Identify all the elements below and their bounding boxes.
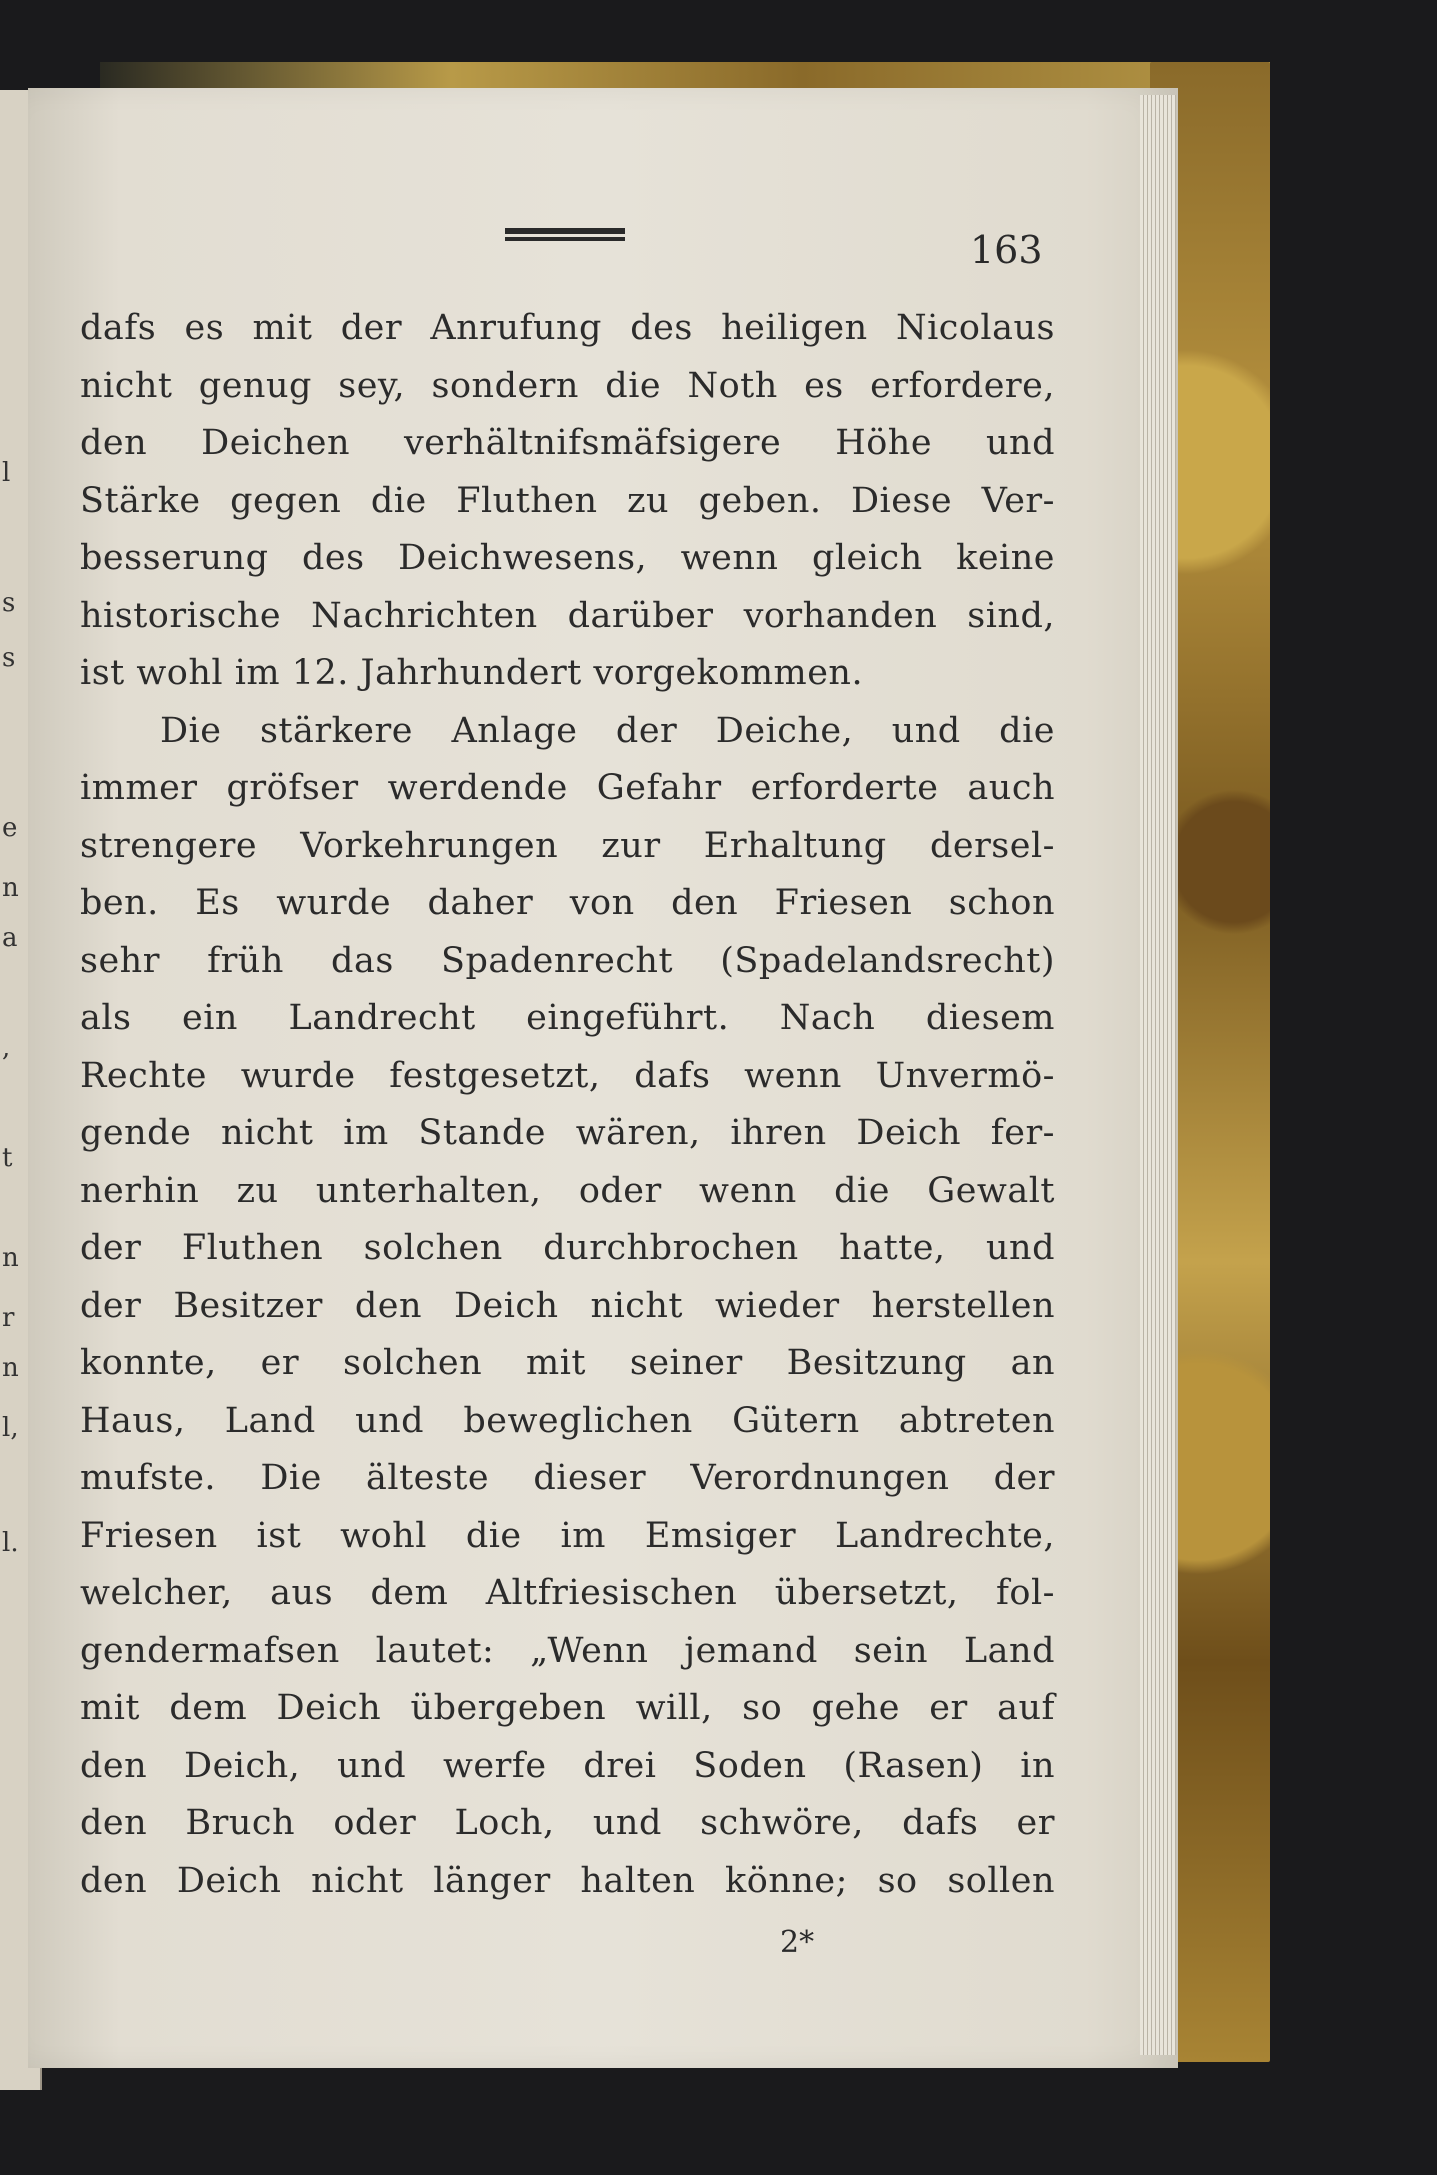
text-line: sehr früh das Spadenrecht (Spadelandsrecht) bbox=[80, 940, 1055, 981]
page-edges bbox=[1140, 95, 1176, 2055]
header-rule bbox=[505, 228, 625, 244]
left-page-fragment: , bbox=[2, 1033, 11, 1063]
text-line: historische Nachrichten darüber vorhanden sind, bbox=[80, 595, 1055, 636]
text-line: den Deichen verhältnifsmäfsigere Höhe und bbox=[80, 423, 1055, 463]
text-line: welcher, aus dem Altfriesischen übersetzt, fol- bbox=[80, 1573, 1055, 1613]
left-page-fragment: s bbox=[2, 643, 16, 673]
left-page-fragment: l bbox=[2, 458, 11, 488]
text-line: strengere Vorkehrungen zur Erhaltung dersel- bbox=[80, 825, 1055, 866]
text-line: der Fluthen solchen durchbrochen hatte, und bbox=[80, 1228, 1055, 1268]
text-line: ben. Es wurde daher von den Friesen schon bbox=[80, 883, 1055, 923]
signature-mark: 2* bbox=[780, 1925, 815, 1960]
text-line: Friesen ist wohl die im Emsiger Landrechte, bbox=[80, 1515, 1055, 1556]
text-line: nerhin zu unterhalten, oder wenn die Gewalt bbox=[80, 1170, 1055, 1211]
body-text bbox=[80, 300, 1055, 1910]
text-line: dafs es mit der Anrufung des heiligen Nicolaus bbox=[80, 308, 1055, 348]
text-line: den Deich, und werfe drei Soden (Rasen) in bbox=[80, 1745, 1055, 1786]
left-page-fragment: e bbox=[2, 813, 18, 843]
text-line: besserung des Deichwesens, wenn gleich keine bbox=[80, 538, 1055, 578]
text-line: gendermafsen lautet: „Wenn jemand sein Land bbox=[80, 1630, 1055, 1671]
left-page-fragment: t bbox=[2, 1143, 13, 1173]
left-page-fragment: n bbox=[2, 1243, 19, 1273]
text-line: Stärke gegen die Fluthen zu geben. Diese Ver- bbox=[80, 480, 1055, 521]
left-page-fragment: r bbox=[2, 1303, 15, 1333]
text-line: mit dem Deich übergeben will, so gehe er auf bbox=[80, 1688, 1055, 1728]
text-line: Haus, Land und beweglichen Gütern abtreten bbox=[80, 1400, 1055, 1441]
text-line: gende nicht im Stande wären, ihren Deich fer- bbox=[80, 1113, 1055, 1153]
left-page-fragment: n bbox=[2, 1353, 19, 1383]
left-page-fragment: n bbox=[2, 873, 19, 903]
left-page-fragment: l. bbox=[2, 1528, 19, 1558]
text-line: ist wohl im 12. Jahrhundert vorgekommen. bbox=[80, 653, 864, 693]
left-page-fragment: a bbox=[2, 923, 18, 953]
text-line: den Deich nicht länger halten könne; so sollen bbox=[80, 1860, 1055, 1901]
text-line: als ein Landrecht eingeführt. Nach diesem bbox=[80, 998, 1055, 1038]
left-page-fragment: s bbox=[2, 588, 16, 618]
text-line: nicht genug sey, sondern die Noth es erfordere, bbox=[80, 365, 1055, 406]
text-line: konnte, er solchen mit seiner Besitzung an bbox=[80, 1343, 1055, 1383]
text-line: den Bruch oder Loch, und schwöre, dafs er bbox=[80, 1803, 1055, 1843]
text-line: immer gröfser werdende Gefahr erforderte auch bbox=[80, 768, 1055, 808]
page-number: 163 bbox=[970, 228, 1043, 272]
text-line: Rechte wurde festgesetzt, dafs wenn Unvermö- bbox=[80, 1055, 1055, 1096]
text-line: der Besitzer den Deich nicht wieder herstellen bbox=[80, 1285, 1055, 1326]
text-line: mufste. Die älteste dieser Verordnungen der bbox=[80, 1458, 1055, 1498]
left-page-fragment: l, bbox=[2, 1413, 19, 1443]
text-line: Die stärkere Anlage der Deiche, und die bbox=[160, 710, 1055, 751]
